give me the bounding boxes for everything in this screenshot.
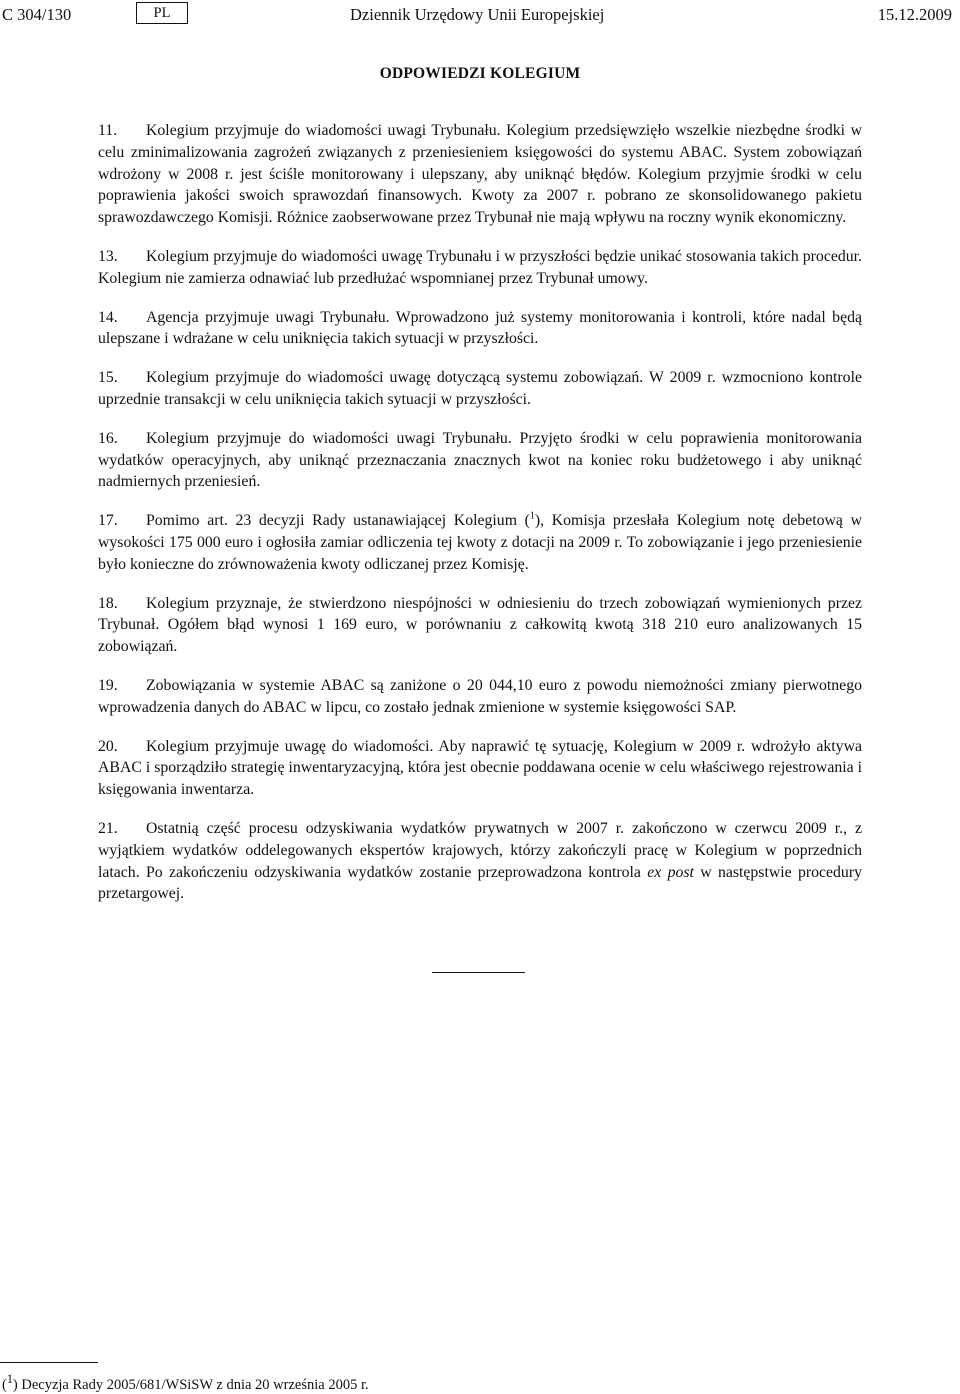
section-title: ODPOWIEDZI KOLEGIUM (379, 65, 581, 82)
paragraph-number: 14. (98, 308, 118, 326)
paragraph-number: 18. (98, 594, 118, 612)
page-reference: C 304/130 (2, 5, 72, 24)
journal-title: Dziennik Urzędowy Unii Europejskiej (350, 5, 605, 24)
footnote: ($^1$) Decyzja Rady 2005/681/WSiSW z dnia 20 września 2005 r. (2, 1372, 369, 1393)
section-divider (432, 972, 525, 973)
footnote-reference[interactable]: 1 (529, 510, 535, 522)
paragraph-text: Kolegium przyjmuje do wiadomości uwagę dotyczącą systemu zobowiązań. W 2009 r. wzmocniono kontrole uprzednie transakcji w celu uniknięcia takich sytuacji w przyszłości. (98, 369, 862, 408)
paragraph-15 (98, 367, 862, 411)
paragraph-text: Agencja przyjmuje uwagi Trybunału. Wprowadzono już systemy monitorowania i kontroli, które nadal będą ulepszane i wdrażane w celu uniknięcia takich sytuacji w przyszłości. (98, 308, 862, 348)
paragraph-21 (98, 818, 862, 905)
footnote-text: Decyzja Rady 2005/681/WSiSW z dnia 20 września 2005 r. (21, 1376, 369, 1393)
paragraph-13 (98, 246, 862, 290)
paragraph-20 (98, 736, 862, 801)
paragraph-number: 15. (98, 369, 118, 387)
paragraph-14 (98, 307, 862, 351)
paragraph-number: 13. (98, 247, 118, 265)
paragraph-text-end: ), Komisja przesłała Kolegium notę debetową w wysokości 175 000 euro i ogłosiła zamiar odliczenia tej kwoty z dotacji na 2009 r. To zobowiązanie i jego przeniesienie było konieczne do zrównoważenia kwoty odliczanej przez Komisję. (98, 512, 862, 573)
paragraph-text-end: w następstwie procedury przetargowej. (98, 863, 862, 903)
footnote-marker: 1 (6, 1372, 13, 1386)
italic-term: ex post (647, 863, 694, 881)
language-badge: PL (136, 2, 188, 24)
paragraph-text-start: Pomimo art. 23 decyzji Rady ustanawiającej Kolegium ( (146, 512, 530, 530)
paragraph-16 (98, 428, 862, 493)
page-header (2, 4, 952, 26)
paragraph-text: Kolegium przyjmuje uwagę do wiadomości. Aby naprawić tę sytuację, Kolegium w 2009 r. wdrożyło aktywa ABAC i sporządziło strategię inwentaryzacyjną, która jest obecnie poddawana ocenie w celu właściwego rejestrowania i księgowania inwentarza. (98, 737, 862, 799)
paragraph-11 (98, 120, 862, 229)
paragraph-text: Kolegium przyznaje, że stwierdzono niespójności w odniesieniu do trzech zobowiązań wymienionych przez Trybunał. Ogółem błąd wynosi 1 169 euro, w porównaniu z całkowitą kwotą 318 210 euro analizowanych 15 zobowiązań. (98, 594, 862, 656)
paragraph-18 (98, 593, 862, 658)
paragraph-19 (98, 675, 862, 719)
document-body (98, 120, 862, 922)
paragraph-text: Kolegium przyjmuje do wiadomości uwagi Trybunału. Przyjęto środki w celu poprawienia monitorowania wydatków operacyjnych, aby uniknąć przeznaczania znacznych kwot na koniec roku budżetowego i aby uniknąć nadmiernych przeniesień. (98, 429, 862, 491)
publication-date: 15.12.2009 (877, 5, 952, 24)
paragraph-number: 20. (98, 737, 118, 755)
paragraph-number: 17. (98, 512, 118, 530)
paragraph-text: Kolegium przyjmuje do wiadomości uwagę Trybunału i w przyszłości będzie unikać stosowania takich procedur. Kolegium nie zamierza odnawiać lub przedłużać wspomnianej przez Trybunał umowy. (98, 247, 862, 287)
paragraph-number: 16. (98, 429, 118, 447)
paragraph-number: 19. (98, 676, 118, 694)
paragraph-17 (98, 510, 862, 575)
paragraph-text-start: Ostatnią część procesu odzyskiwania wydatków prywatnych w 2007 r. zakończono w czerwcu 2009 r., z wyjątkiem wydatków oddelegowanych ekspertów krajowych, którzy zakończyli pracę w Kolegium w poprzednich latach. Po zakończeniu odzyskiwania wydatków zostanie przeprowadzona kontrola (98, 819, 862, 881)
paragraph-number: 11. (98, 122, 118, 139)
paragraph-text: Kolegium przyjmuje do wiadomości uwagi Trybunału. Kolegium przedsięwzięło wszelkie niezbędne środki w celu zminimalizowania zagrożeń związanych z przeniesieniem księgowości do systemu ABAC. System zobowiązań wdrożony w 2008 r. jest ściśle monitorowany i ulepszany, aby uniknąć błędów. Kolegium przyjmie środki w celu poprawienia jakości swoich sprawozdań finansowych. Kwoty za 2007 r. pobrano ze skonsolidowanego pakietu sprawozdawczego Komisji. Różnice zaobserwowane przez Trybunał nie mają wpływu na roczny wynik ekonomiczny. (98, 122, 862, 227)
footnote-rule (0, 1362, 98, 1363)
paragraph-number: 21. (98, 819, 118, 837)
paragraph-text: Zobowiązania w systemie ABAC są zaniżone o 20 044,10 euro z powodu niemożności zmiany pierwotnego wprowadzenia danych do ABAC w lipcu, co zostało jednak zmienione w systemie księgowości SAP. (98, 676, 862, 716)
